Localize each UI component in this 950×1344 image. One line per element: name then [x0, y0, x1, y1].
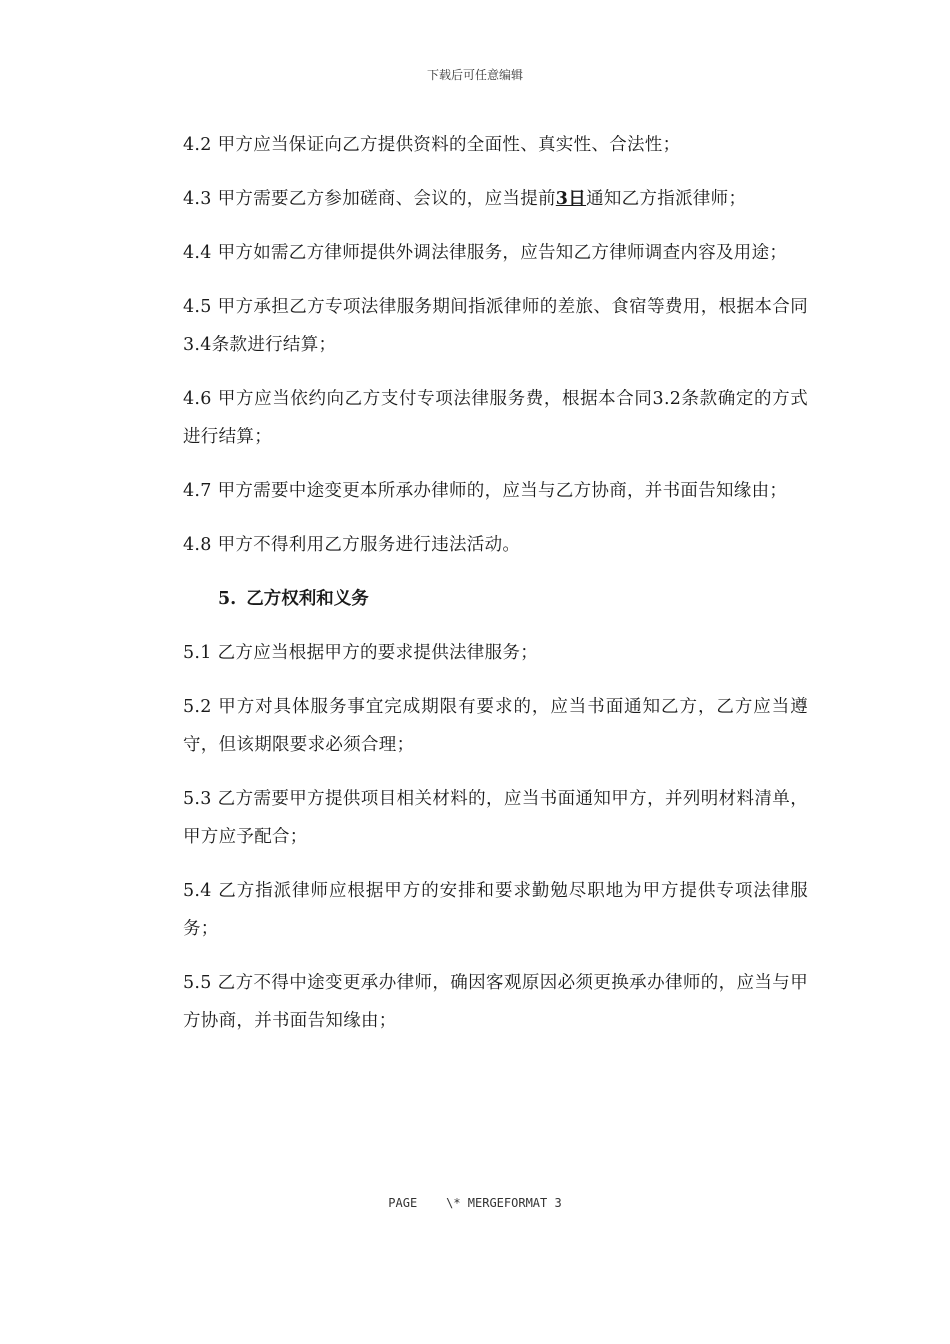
clause-5-2: 5.2 甲方对具体服务事宜完成期限有要求的，应当书面通知乙方，乙方应当遵守，但该期限要求必须合理； — [183, 697, 808, 755]
clause-5-5: 5.5 乙方不得中途变更承办律师，确因客观原因必须更换承办律师的，应当与甲方协商，并书面告知缘由； — [183, 973, 808, 1031]
clause-4-6: 4.6 甲方应当依约向乙方支付专项法律服务费，根据本合同3.2条款确定的方式进行结算； — [183, 389, 808, 447]
clause-4-3-text-before: 4.3 甲方需要乙方参加磋商、会议的，应当提前 — [183, 189, 556, 209]
clause-5-3: 5.3 乙方需要甲方提供项目相关材料的，应当书面通知甲方，并列明材料清单，甲方应予配合； — [183, 789, 808, 847]
page-footer: PAGE \* MERGEFORMAT 3 — [388, 1196, 562, 1210]
document-body — [183, 126, 808, 1056]
section-5-heading — [183, 580, 808, 618]
clause-4-3 — [183, 180, 808, 218]
clause-4-3-text-after: 通知乙方指派律师； — [586, 189, 747, 209]
clause-4-2: 4.2 甲方应当保证向乙方提供资料的全面性、真实性、合法性； — [183, 135, 681, 155]
section-5-title: 乙方权利和义务 — [246, 589, 369, 609]
clause-4-7: 4.7 甲方需要中途变更本所承办律师的，应当与乙方协商，并书面告知缘由； — [183, 481, 788, 501]
section-5-number: 5. — [218, 589, 237, 609]
page-header-note: 下载后可任意编辑 — [426, 68, 523, 82]
clause-5-1: 5.1 乙方应当根据甲方的要求提供法律服务； — [183, 643, 538, 663]
clause-4-3-days: 3日 — [555, 189, 587, 209]
clause-4-8: 4.8 甲方不得利用乙方服务进行违法活动。 — [183, 535, 521, 555]
clause-4-5: 4.5 甲方承担乙方专项法律服务期间指派律师的差旅、食宿等费用，根据本合同3.4条款进行结算； — [183, 297, 808, 355]
clause-4-4: 4.4 甲方如需乙方律师提供外调法律服务，应告知乙方律师调查内容及用途； — [183, 243, 788, 263]
clause-5-4: 5.4 乙方指派律师应根据甲方的安排和要求勤勉尽职地为甲方提供专项法律服务； — [183, 881, 808, 939]
